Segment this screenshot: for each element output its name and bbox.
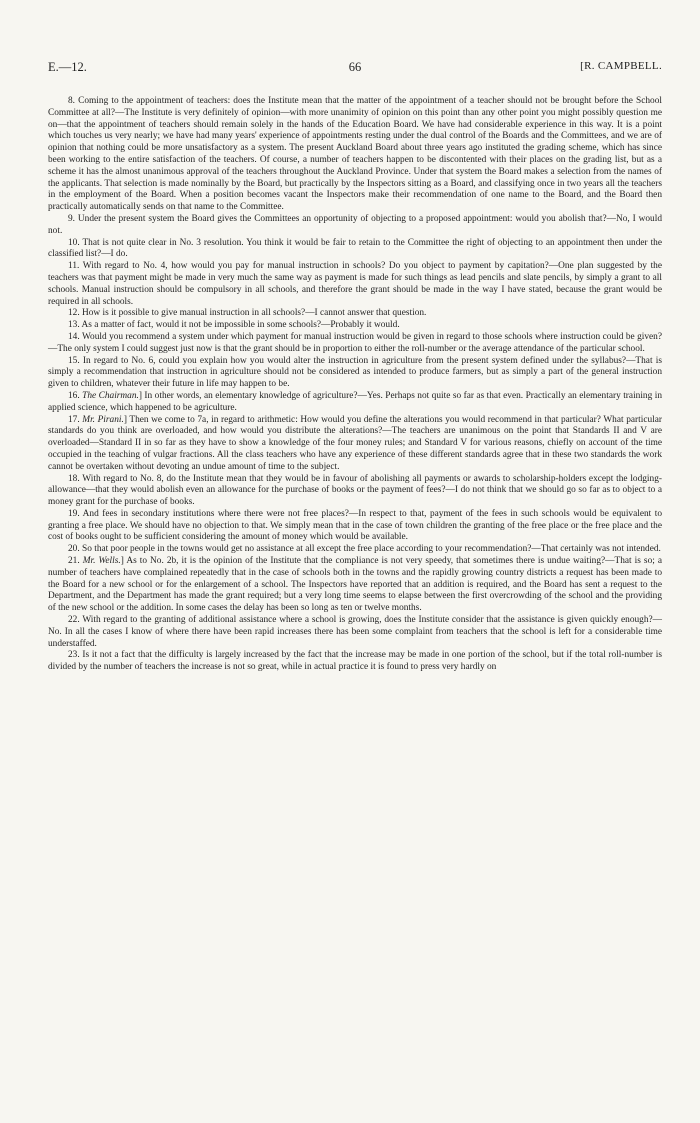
paragraph: 13. As a matter of fact, would it not be impossible in some schools?—Probably it would. <box>68 320 400 331</box>
paragraph: 15. In regard to No. 6, could you explain how you would alter the instruction in agriculture from the present system defined under the syllabus?—That is simply a recommendation that instruction in agriculture should not be considered as intended to produce farmers, but as simply a part of the general instruction given to children, whatever their future in life may happen to be. <box>48 355 662 390</box>
paragraph: 23. Is it not a fact that the difficulty is largely increased by the fact that the increase may be made in one portion of the school, but if the total roll-number is divided by the number of teachers the increase is not so great, while in actual practice it is found to press very hardly on <box>48 650 662 673</box>
paragraph: 21. Mr. Wells.] As to No. 2b, it is the opinion of the Institute that the compliance is not very speedy, that sometimes there is undue waiting?—That is so; a number of teachers have complained repeatedly that in the case of schools both in the towns and the rapidly growing country districts a request has been made to the Board for a new school or for the enlargement of a school. The Inspectors have reported that an addition is required, and the Board has sent a request to the Department, and the Department has made the grant required; but a very long time seems to elapse between the first overcrowding of the school and the providing of the new school or the addition. In some cases the delay has been so long as ten or twelve months. <box>48 556 663 614</box>
speaker-name: The Chairman. <box>82 390 139 401</box>
speaker-name: Mr. Pirani. <box>82 414 124 425</box>
paragraph: 18. With regard to No. 8, do the Institute mean that they would be in favour of abolishing all payments or awards to scholarship-holders except the lodging-allowance—that they would abolish even an allowance for the purchase of books or the payment of fees?—I do not think that we should go so far as to object to a money grant for the purchase of books. <box>48 473 662 508</box>
paragraph: 12. How is it possible to give manual instruction in all schools?—I cannot answer that question. <box>68 308 427 319</box>
paragraph: 14. Would you recommend a system under which payment for manual instruction would be given in regard to those schools where instruction could be given?—The only system I could suggest just now is that the grant should be in proportion to either the roll-number or the average attendance of the particular school. <box>48 331 662 354</box>
paragraph: 22. With regard to the granting of additional assistance where a school is growing, does the Institute consider that the assistance is given quickly enough?—No. In all the cases I know of where there have been rapid increases there has been some complaint from teachers that the school is left for a considerable time understaffed. <box>48 615 662 649</box>
paragraph: 9. Under the present system the Board gives the Committees an opportunity of objecting to a proposed appointment: would you abolish that?—No, I would not. <box>48 213 662 236</box>
paragraph: 19. And fees in secondary institutions where there were not free places?—In respect to that, payment of the fees in such schools would be equivalent to granting a free place. We should have no objection to that. We simply mean that in the case of town children the granting of the free place or the free place and the cost of books ought to be sufficient considering the amount of money which would be available. <box>48 508 662 543</box>
body-text <box>48 96 662 674</box>
paragraph: 10. That is not quite clear in No. 3 resolution. You think it would be fair to retain to the Committee the right of objecting to an appointment then under the classified list?—I do. <box>48 237 662 260</box>
witness-name: [R. CAMPBELL. <box>580 60 662 72</box>
page-number: 66 <box>348 60 362 74</box>
paragraph: 17. Mr. Pirani.] Then we come to 7a, in regard to arithmetic: How would you define the alterations you would recommend in that particular? What particular standards do you think are overloaded, and how would you distribute the alterations?—The teachers are unanimous on the point that Standards II and V are overloaded—Standard II in so far as they have to show a knowledge of the four money rules; and Standard V for various reasons, chiefly on account of the time occupied in the teaching of vulgar fractions. All the class teachers who have any experience of these different standards agree that in these two standards the work cannot be overtaken without devoting an undue amount of time to the subject. <box>48 414 662 472</box>
paragraph: 16. The Chairman.] In other words, an elementary knowledge of agriculture?—Yes. Perhaps not quite so far as that even. Practically an elementary training in applied science, which happened to be agriculture. <box>48 390 663 413</box>
paragraph: 8. Coming to the appointment of teachers: does the Institute mean that the matter of the appointment of a teacher should not be brought before the School Committee at all?—The Institute is very definitely of opinion—with more unanimity of opinion on this point than any other point you might possibly question me on—that the appointment of teachers should remain solely in the hands of the Education Board. We have had considerable experience in this way. It is a point which touches us very nearly; we have had many years' experience of appointments resting under the dual control of the Boards and the Committees, and we are of opinion that nothing could be more unsatisfactory as a system. The present Auckland Board about three years ago instituted the grading scheme, which has since been working to the entire satisfaction of the teachers. Of course, a number of teachers happen to be discontented with their places on the grading list, but as a scheme it has the almost unanimous approval of the teachers throughout the Auckland Province. Under that system the Board makes a selection from the names of the applicants. That selection is made nominally by the Board, but practically by the Inspectors sitting as a Board, and classifying once in two years all the teachers in the employment of the Board. When a position becomes vacant the Inspectors make their recommendation of one name to the Board, and the Board then practically automatically sends on that name to the Committee. <box>48 96 662 213</box>
paragraph: 20. So that poor people in the towns would get no assistance at all except the free place according to your recommendation?—That certainly was not intended. <box>68 544 661 555</box>
speaker-name: Mr. Wells. <box>82 556 121 567</box>
report-code: E.—12. <box>48 60 87 74</box>
paragraph: 11. With regard to No. 4, how would you pay for manual instruction in schools? Do you object to payment by capitation?—One plan suggested by the teachers was that payment might be made in very much the same way as payment is made for such things as lead pencils and slate pencils, by simply a grant to all schools. Manual instruction should be compulsory in all schools, and therefore the grant should be made in the way I have stated, because the grant would be required in all schools. <box>48 261 662 307</box>
page-header <box>48 60 662 78</box>
